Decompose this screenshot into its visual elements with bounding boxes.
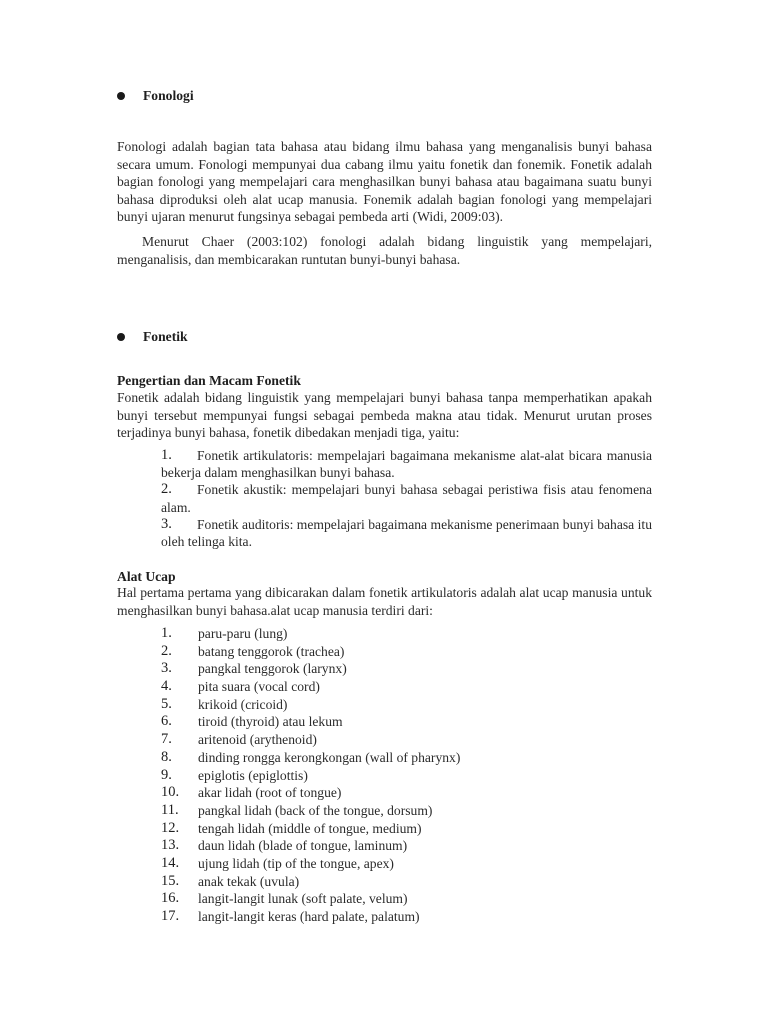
list-number: 6. <box>161 713 172 730</box>
fonologi-paragraph: Fonologi adalah bagian tata bahasa atau bidang ilmu bahasa yang menganalisis bunyi bahasa secara umum. Fonologi mempunyai dua cabang ilmu yaitu fonetik dan fonemik. Fonetik adalah bagian fonologi yang mempelajari cara menghasilkan bunyi bahasa atau bagaimana suatu bunyi bahasa diproduksi oleh alat ucap manusia. Fonemik adalah bagian fonologi yang mempelajari bunyi ujaran menurut fungsinya sebagai pembeda arti (Widi, 2009:03). <box>117 139 652 225</box>
list-number: 15. <box>161 872 180 889</box>
heading-fonologi-label: Fonologi <box>143 88 194 103</box>
list-number: 1. <box>161 447 172 463</box>
subheading-alat-ucap: Alat Ucap <box>117 569 176 584</box>
list-number: 2. <box>161 481 172 498</box>
heading-fonetik <box>117 329 188 345</box>
list-item <box>161 890 561 908</box>
list-number: 2. <box>161 642 172 659</box>
list-text: akar lidah (root of tongue) <box>198 785 342 801</box>
list-item <box>161 749 561 767</box>
list-number: 9. <box>161 766 172 783</box>
list-text: ujung lidah (tip of the tongue, apex) <box>198 855 394 871</box>
list-number: 10. <box>161 784 180 801</box>
heading-fonologi <box>117 88 194 104</box>
list-text: Fonetik akustik: mempelajari bunyi bahasa sebagai peristiwa fisis atau fenomena alam. <box>161 482 652 515</box>
list-text: pangkal tenggorok (larynx) <box>198 661 347 677</box>
list-text: aritenoid (arythenoid) <box>198 732 317 748</box>
alat-ucap-paragraph: Hal pertama pertama yang dibicarakan dalam fonetik artikulatoris adalah alat ucap manusia untuk menghasilkan bunyi bahasa.alat ucap manusia terdiri dari: <box>117 585 652 618</box>
list-item <box>161 516 652 550</box>
list-text: epiglotis (epiglottis) <box>198 767 308 783</box>
list-text: tengah lidah (middle of tongue, medium) <box>198 820 422 836</box>
list-text: anak tekak (uvula) <box>198 873 300 889</box>
list-text: pita suara (vocal cord) <box>198 679 320 695</box>
list-item <box>161 447 652 481</box>
list-number: 14. <box>161 854 180 871</box>
list-number: 7. <box>161 731 172 748</box>
list-text: langit-langit lunak (soft palate, velum) <box>198 891 408 907</box>
list-item <box>161 873 561 891</box>
list-item <box>161 855 561 873</box>
list-item <box>161 660 561 678</box>
list-item <box>161 802 561 820</box>
heading-fonetik-label: Fonetik <box>143 329 188 344</box>
list-item <box>161 643 561 661</box>
list-text: daun lidah (blade of tongue, laminum) <box>198 838 408 854</box>
subheading-pengertian: Pengertian dan Macam Fonetik <box>117 373 301 388</box>
list-text: dinding rongga kerongkongan (wall of pharynx) <box>198 749 461 765</box>
list-number: 8. <box>161 748 172 765</box>
chaer-paragraph: Menurut Chaer (2003:102) fonologi adalah bidang linguistik yang mempelajari, menganalisis, dan membicarakan runtutan bunyi-bunyi bahasa. <box>117 234 652 267</box>
list-item <box>161 731 561 749</box>
list-text: krikoid (cricoid) <box>198 696 288 712</box>
fonetik-paragraph: Fonetik adalah bidang linguistik yang mempelajari bunyi bahasa tanpa memperhatikan apakah bunyi tersebut mempunyai fungsi sebagai pembeda makna atau tidak. Menurut urutan proses terjadinya bunyi bahasa, fonetik dibedakan menjadi tiga, yaitu: <box>117 390 652 441</box>
list-number: 17. <box>161 908 180 924</box>
list-text: batang tenggorok (trachea) <box>198 643 345 659</box>
bullet-icon <box>117 333 125 341</box>
list-text: Fonetik auditoris: mempelajari bagaimana mekanisme penerimaan bunyi bahasa itu oleh telinga kita. <box>161 516 652 550</box>
list-number: 11. <box>161 801 179 818</box>
list-item <box>161 767 561 785</box>
list-item <box>161 481 652 515</box>
list-item <box>161 784 561 802</box>
list-number: 3. <box>161 660 172 677</box>
list-item <box>161 908 561 926</box>
list-item <box>161 837 561 855</box>
list-text: tiroid (thyroid) atau lekum <box>198 714 343 730</box>
list-number: 13. <box>161 837 180 854</box>
list-text: pangkal lidah (back of the tongue, dorsum) <box>198 802 433 818</box>
list-number: 1. <box>161 625 172 641</box>
bullet-icon <box>117 92 125 100</box>
list-item <box>161 820 561 838</box>
list-number: 12. <box>161 819 180 836</box>
list-number: 16. <box>161 890 180 907</box>
list-text: langit-langit keras (hard palate, palatum) <box>198 909 420 924</box>
fonetik-types-list <box>161 447 652 550</box>
list-number: 3. <box>161 515 172 532</box>
list-number: 5. <box>161 695 172 712</box>
list-text: Fonetik artikulatoris: mempelajari bagaimana mekanisme alat-alat bicara manusia bekerja dalam menghasilkan bunyi bahasa. <box>161 448 652 481</box>
list-item <box>161 713 561 731</box>
list-item <box>161 678 561 696</box>
alat-ucap-list <box>161 625 561 926</box>
list-item <box>161 625 561 643</box>
list-number: 4. <box>161 678 172 695</box>
list-item <box>161 696 561 714</box>
list-text: paru-paru (lung) <box>198 626 288 641</box>
